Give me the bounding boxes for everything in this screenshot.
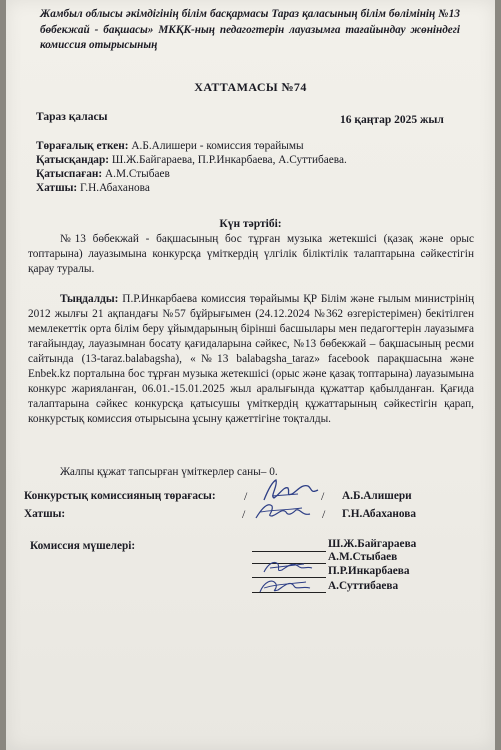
secretary-signature-name: Г.Н.Абаханова: [342, 508, 417, 520]
member-name: П.Р.Инкарбаева: [328, 565, 410, 577]
absent-value: А.М.Стыбаев: [104, 168, 170, 180]
heard-text: П.Р.Инкарбаева комиссия төрайымы ҚР Білім және ғылым министрінің 2012 жылғы 21 ақпандағы №57 бұйрығымен (24.12.2024 №362 өзгерістерімен) бекітілген мемлекеттік орта білім беру ұйымдарының бірінші басшылары мен педагогтерін лауазымға тағайындау, лауазымнан босату қағидаларына сәйкес, №13 бөбекжай – бақшасының ресми сайтында (13-taraz.balabagsha), «№13 balabagsha_taraz» facebook парақшасына және Enbek.kz порталына бос тұрған музыка жетекшісі (орыс және қазақ топтарына) лауазымына конкурс жарияланған, 06.01.-15.01.2025 жыл аралығында құжаттар қабылданған. Қағида талаптарына сәйкес конкурсқа қатысушы үміткердің құжаттарының сәйкестігін қарап, конкурстық комиссия отырысына ұсыну қажеттігіне тоқталды.: [28, 293, 474, 425]
slash-divider: /: [321, 489, 325, 503]
secretary-signature-label: Хатшы:: [24, 508, 66, 520]
chair-value: А.Б.Алишери - комиссия төрайымы: [131, 140, 304, 152]
slash-divider: /: [322, 507, 326, 521]
member-handwritten-signature: [256, 574, 314, 598]
chair-signature-name: А.Б.Алишери: [342, 490, 412, 502]
secretary-handwritten-signature: [252, 498, 318, 526]
member-name: Ш.Ж.Байгараева: [328, 538, 417, 550]
absent-label: Қатыспаған:: [36, 168, 103, 180]
member-name: А.М.Стыбаев: [328, 551, 398, 563]
present-line: [36, 153, 347, 167]
document-header: Жамбыл облысы әкімдігінің білім басқармасы Тараз қаласының білім бөлімінің №13 бөбекжай - бақшасы» МКҚК-ның педагогтерін лауазымға тағайындау жөніндегі комиссия отырысының: [40, 8, 460, 51]
document-title: ХАТТАМАСЫ №74: [194, 80, 307, 94]
slash-divider: /: [244, 489, 248, 503]
city-label: Тараз қаласы: [36, 111, 108, 123]
agenda-title: Күн тәртібі:: [219, 218, 282, 230]
members-label: Комиссия мүшелері:: [30, 540, 136, 552]
signature-line: [252, 551, 326, 552]
document-page: [6, 0, 495, 750]
chair-signature-label: Конкурстық комиссияның төрағасы:: [24, 490, 216, 502]
heard-paragraph: [28, 292, 474, 427]
secretary-label: Хатшы:: [36, 182, 78, 194]
slash-divider: /: [242, 507, 246, 521]
present-value: Ш.Ж.Байгараева, П.Р.Инкарбаева, А.Суттибаева.: [111, 154, 347, 166]
chair-label: Төрағалық еткен:: [36, 140, 129, 152]
present-label: Қатысқандар:: [36, 154, 110, 166]
heard-label: Тыңдалды:: [60, 293, 119, 305]
secretary-line: [36, 181, 347, 195]
document-date: 16 қаңтар 2025 жыл: [340, 114, 444, 126]
agenda-text: №13 бөбекжай - бақшасының бос тұрған музыка жетекшісі (қазақ және орыс топтарына) лауазымына конкурсқа үміткердің үлгілік біліктілік талаптарына сәйкестігін қарау туралы.: [28, 233, 474, 275]
absent-line: [36, 167, 347, 181]
secretary-value: Г.Н.Абаханова: [80, 182, 150, 194]
member-name: А.Суттибаева: [328, 580, 399, 592]
attendance-block: [36, 139, 347, 195]
chair-line: [36, 139, 347, 153]
total-candidates: Жалпы құжат тапсырған үміткерлер саны– 0.: [60, 466, 278, 478]
